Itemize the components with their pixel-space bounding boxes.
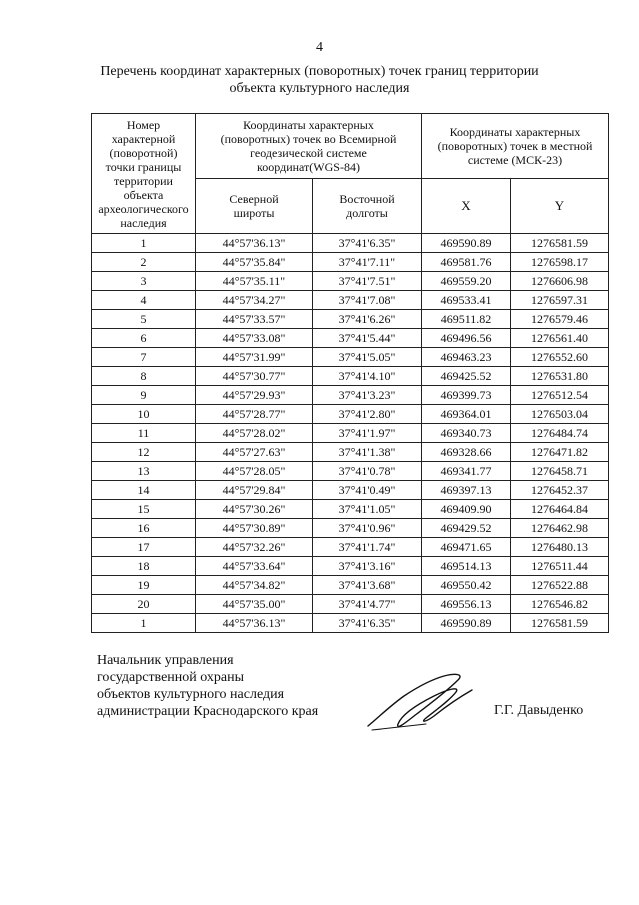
table-row <box>92 557 609 576</box>
signature-line-3: объектов культурного наследия <box>97 687 285 702</box>
latitude-cell: 44°57'35.84" <box>196 253 313 272</box>
latitude-cell: 44°57'28.02" <box>196 424 313 443</box>
header-x: X <box>422 179 511 234</box>
table-row <box>92 443 609 462</box>
header-line: Координаты характерных <box>449 125 581 139</box>
title-line-1: Перечень координат характерных (поворотных) точек границ территории <box>100 64 539 79</box>
x-cell: 469429.52 <box>422 519 511 538</box>
x-cell: 469590.89 <box>422 234 511 253</box>
y-cell: 1276458.71 <box>511 462 609 481</box>
table-row <box>92 595 609 614</box>
title-line-2: объекта культурного наследия <box>229 81 410 96</box>
table-row <box>92 272 609 291</box>
table-row <box>92 329 609 348</box>
latitude-cell: 44°57'34.27" <box>196 291 313 310</box>
y-cell: 1276552.60 <box>511 348 609 367</box>
header-line: территории <box>114 173 173 188</box>
point-number-cell: 8 <box>92 367 196 386</box>
latitude-cell: 44°57'27.63" <box>196 443 313 462</box>
header-line: Координаты характерных <box>243 118 374 132</box>
longitude-cell: 37°41'0.49" <box>313 481 422 500</box>
header-latitude <box>196 179 313 234</box>
y-cell: 1276522.88 <box>511 576 609 595</box>
point-number-cell: 20 <box>92 595 196 614</box>
table-row <box>92 348 609 367</box>
y-cell: 1276579.46 <box>511 310 609 329</box>
point-number-cell: 11 <box>92 424 196 443</box>
table-row <box>92 253 609 272</box>
longitude-cell: 37°41'1.97" <box>313 424 422 443</box>
table-row <box>92 424 609 443</box>
x-cell: 469559.20 <box>422 272 511 291</box>
point-number-cell: 2 <box>92 253 196 272</box>
point-number-cell: 18 <box>92 557 196 576</box>
y-cell: 1276581.59 <box>511 614 609 633</box>
y-cell: 1276531.80 <box>511 367 609 386</box>
longitude-cell: 37°41'1.74" <box>313 538 422 557</box>
table-row <box>92 291 609 310</box>
longitude-cell: 37°41'5.05" <box>313 348 422 367</box>
signature-line-4: администрации Краснодарского края <box>97 704 319 719</box>
header-line: Восточной <box>339 192 395 206</box>
point-number-cell: 1 <box>92 234 196 253</box>
latitude-cell: 44°57'33.64" <box>196 557 313 576</box>
latitude-cell: 44°57'36.13" <box>196 234 313 253</box>
longitude-cell: 37°41'6.35" <box>313 234 422 253</box>
point-number-cell: 15 <box>92 500 196 519</box>
latitude-cell: 44°57'30.77" <box>196 367 313 386</box>
latitude-cell: 44°57'34.82" <box>196 576 313 595</box>
latitude-cell: 44°57'31.99" <box>196 348 313 367</box>
header-line: широты <box>233 206 275 220</box>
latitude-cell: 44°57'36.13" <box>196 614 313 633</box>
table-row <box>92 310 609 329</box>
point-number-cell: 19 <box>92 576 196 595</box>
latitude-cell: 44°57'30.26" <box>196 500 313 519</box>
page-number: 4 <box>316 40 323 55</box>
point-number-cell: 6 <box>92 329 196 348</box>
latitude-cell: 44°57'30.89" <box>196 519 313 538</box>
x-cell: 469496.56 <box>422 329 511 348</box>
point-number-cell: 10 <box>92 405 196 424</box>
latitude-cell: 44°57'29.93" <box>196 386 313 405</box>
x-cell: 469399.73 <box>422 386 511 405</box>
table-row <box>92 576 609 595</box>
longitude-cell: 37°41'4.10" <box>313 367 422 386</box>
y-cell: 1276462.98 <box>511 519 609 538</box>
table-row <box>92 405 609 424</box>
signature-stroke <box>368 674 472 726</box>
y-cell: 1276598.17 <box>511 253 609 272</box>
x-cell: 469328.66 <box>422 443 511 462</box>
signature-line-2: государственной охраны <box>97 670 245 685</box>
y-cell: 1276546.82 <box>511 595 609 614</box>
coordinates-table <box>91 113 609 633</box>
header-line: (поворотных) точек в местной <box>437 139 593 153</box>
table-row <box>92 519 609 538</box>
longitude-cell: 37°41'0.78" <box>313 462 422 481</box>
longitude-cell: 37°41'2.80" <box>313 405 422 424</box>
signature-underline <box>372 724 426 730</box>
y-cell: 1276480.13 <box>511 538 609 557</box>
header-line: (поворотной) <box>109 145 178 160</box>
y-cell: 1276581.59 <box>511 234 609 253</box>
longitude-cell: 37°41'1.05" <box>313 500 422 519</box>
handwritten-signature <box>360 668 480 738</box>
header-wgs84-group <box>196 114 422 179</box>
x-cell: 469340.73 <box>422 424 511 443</box>
point-number-cell: 16 <box>92 519 196 538</box>
x-cell: 469581.76 <box>422 253 511 272</box>
header-line: Северной <box>229 192 279 206</box>
table-row <box>92 386 609 405</box>
y-cell: 1276452.37 <box>511 481 609 500</box>
table-row <box>92 367 609 386</box>
table-row <box>92 481 609 500</box>
latitude-cell: 44°57'35.11" <box>196 272 313 291</box>
longitude-cell: 37°41'7.51" <box>313 272 422 291</box>
longitude-cell: 37°41'6.35" <box>313 614 422 633</box>
header-line: характерной <box>111 131 176 146</box>
signature-block <box>97 652 318 720</box>
x-cell: 469397.13 <box>422 481 511 500</box>
header-line: системе (МСК-23) <box>467 153 563 167</box>
longitude-cell: 37°41'3.68" <box>313 576 422 595</box>
point-number-cell: 17 <box>92 538 196 557</box>
document-title <box>60 63 579 97</box>
y-cell: 1276606.98 <box>511 272 609 291</box>
x-cell: 469550.42 <box>422 576 511 595</box>
header-y: Y <box>511 179 609 234</box>
x-cell: 469463.23 <box>422 348 511 367</box>
x-cell: 469425.52 <box>422 367 511 386</box>
header-line: Номер <box>126 117 161 132</box>
latitude-cell: 44°57'32.26" <box>196 538 313 557</box>
latitude-cell: 44°57'28.77" <box>196 405 313 424</box>
table-row <box>92 234 609 253</box>
y-cell: 1276471.82 <box>511 443 609 462</box>
longitude-cell: 37°41'7.08" <box>313 291 422 310</box>
point-number-cell: 1 <box>92 614 196 633</box>
point-number-cell: 4 <box>92 291 196 310</box>
y-cell: 1276484.74 <box>511 424 609 443</box>
longitude-cell: 37°41'7.11" <box>313 253 422 272</box>
header-line: археологического <box>98 201 189 216</box>
longitude-cell: 37°41'4.77" <box>313 595 422 614</box>
table-body <box>92 234 609 633</box>
x-cell: 469590.89 <box>422 614 511 633</box>
longitude-cell: 37°41'0.96" <box>313 519 422 538</box>
longitude-cell: 37°41'1.38" <box>313 443 422 462</box>
point-number-cell: 12 <box>92 443 196 462</box>
point-number-cell: 7 <box>92 348 196 367</box>
table-row <box>92 614 609 633</box>
header-line: (поворотных) точек во Всемирной <box>220 132 397 146</box>
longitude-cell: 37°41'6.26" <box>313 310 422 329</box>
latitude-cell: 44°57'35.00" <box>196 595 313 614</box>
table-row <box>92 538 609 557</box>
x-cell: 469511.82 <box>422 310 511 329</box>
x-cell: 469533.41 <box>422 291 511 310</box>
table-row <box>92 500 609 519</box>
longitude-cell: 37°41'3.23" <box>313 386 422 405</box>
x-cell: 469514.13 <box>422 557 511 576</box>
header-msk23-group <box>422 114 609 179</box>
x-cell: 469364.01 <box>422 405 511 424</box>
point-number-cell: 5 <box>92 310 196 329</box>
x-cell: 469471.65 <box>422 538 511 557</box>
header-line: долготы <box>346 206 388 220</box>
y-cell: 1276503.04 <box>511 405 609 424</box>
point-number-cell: 14 <box>92 481 196 500</box>
table-row <box>92 462 609 481</box>
longitude-cell: 37°41'3.16" <box>313 557 422 576</box>
header-line: точки границы <box>105 159 182 174</box>
header-longitude <box>313 179 422 234</box>
header-point-number <box>92 114 196 234</box>
point-number-cell: 9 <box>92 386 196 405</box>
x-cell: 469556.13 <box>422 595 511 614</box>
header-line: геодезической системе <box>250 146 367 160</box>
latitude-cell: 44°57'28.05" <box>196 462 313 481</box>
latitude-cell: 44°57'33.57" <box>196 310 313 329</box>
y-cell: 1276511.44 <box>511 557 609 576</box>
y-cell: 1276597.31 <box>511 291 609 310</box>
point-number-cell: 3 <box>92 272 196 291</box>
header-line: наследия <box>120 215 167 230</box>
signer-name: Г.Г. Давыденко <box>494 703 584 718</box>
latitude-cell: 44°57'33.08" <box>196 329 313 348</box>
x-cell: 469341.77 <box>422 462 511 481</box>
point-number-cell: 13 <box>92 462 196 481</box>
latitude-cell: 44°57'29.84" <box>196 481 313 500</box>
longitude-cell: 37°41'5.44" <box>313 329 422 348</box>
y-cell: 1276561.40 <box>511 329 609 348</box>
x-cell: 469409.90 <box>422 500 511 519</box>
header-line: объекта <box>123 187 164 202</box>
y-cell: 1276464.84 <box>511 500 609 519</box>
y-cell: 1276512.54 <box>511 386 609 405</box>
signature-line-1: Начальник управления <box>97 653 234 668</box>
header-line: координат(WGS-84) <box>257 160 360 174</box>
